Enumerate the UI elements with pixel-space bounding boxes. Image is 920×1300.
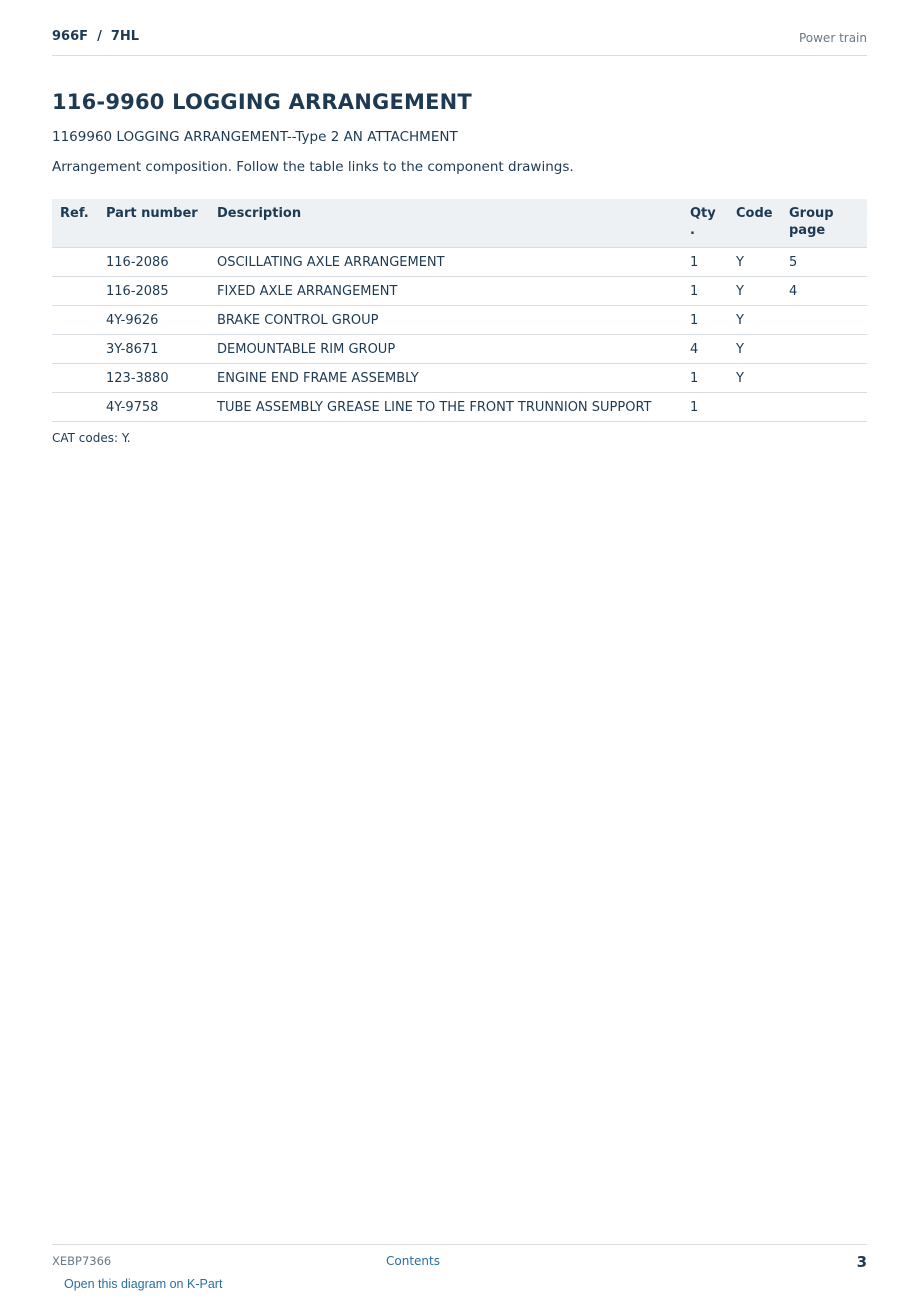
parts-table [52, 199, 867, 422]
qty-header-line1: Qty [690, 206, 716, 221]
description-cell: OSCILLATING AXLE ARRANGEMENT [209, 248, 682, 277]
section-name: Power train [798, 31, 867, 45]
table-row [52, 277, 867, 306]
column-header-group-page [781, 199, 867, 248]
qty-cell: 1 [682, 306, 728, 335]
page-number: 3 [856, 1253, 867, 1271]
qty-cell: 1 [682, 277, 728, 306]
table-row [52, 364, 867, 393]
qty-header-line2: . [690, 223, 695, 238]
code-cell [728, 393, 781, 422]
part-number-link[interactable]: 116-2085 [98, 277, 209, 306]
qty-cell: 1 [682, 364, 728, 393]
column-header-ref: Ref. [52, 199, 98, 248]
description-cell: FIXED AXLE ARRANGEMENT [209, 277, 682, 306]
code-cell: Y [728, 364, 781, 393]
group-page-cell [781, 335, 867, 364]
table-row [52, 306, 867, 335]
open-kpart-link[interactable]: Open this diagram on K-Part [64, 1277, 223, 1291]
table-row [52, 393, 867, 422]
document-id: XEBP7366 [52, 1254, 112, 1268]
table-row [52, 335, 867, 364]
intro-text: Arrangement composition. Follow the table links to the component drawings. [52, 159, 574, 175]
description-cell: DEMOUNTABLE RIM GROUP [209, 335, 682, 364]
column-header-part-number: Part number [98, 199, 209, 248]
group-page-cell [781, 306, 867, 335]
ref-cell [52, 248, 98, 277]
group-page-link[interactable]: 4 [781, 277, 867, 306]
group-header-line1: Group [789, 206, 834, 221]
ref-cell [52, 306, 98, 335]
ref-cell [52, 277, 98, 306]
part-number-cell: 3Y-8671 [98, 335, 209, 364]
table-row [52, 248, 867, 277]
description-cell: ENGINE END FRAME ASSEMBLY [209, 364, 682, 393]
ref-cell [52, 364, 98, 393]
document-page [52, 0, 867, 1300]
contents-link[interactable]: Contents [386, 1254, 440, 1268]
qty-cell: 4 [682, 335, 728, 364]
code-cell: Y [728, 248, 781, 277]
group-header-line2: page [789, 223, 826, 238]
group-page-cell [781, 393, 867, 422]
code-cell: Y [728, 306, 781, 335]
code-cell: Y [728, 277, 781, 306]
machine-model: 966F / 7HL [52, 29, 140, 44]
description-cell: TUBE ASSEMBLY GREASE LINE TO THE FRONT TRUNNION SUPPORT [209, 393, 682, 422]
qty-cell: 1 [682, 393, 728, 422]
page-header [52, 28, 867, 56]
description-cell: BRAKE CONTROL GROUP [209, 306, 682, 335]
group-page-cell [781, 364, 867, 393]
page-title: 116-9960 LOGGING ARRANGEMENT [52, 90, 472, 114]
cat-codes-note: CAT codes: Y. [52, 431, 131, 445]
part-number-link[interactable]: 116-2086 [98, 248, 209, 277]
table-header-row [52, 199, 867, 248]
column-header-code: Code [728, 199, 781, 248]
column-header-description: Description [209, 199, 682, 248]
ref-cell [52, 393, 98, 422]
arrangement-subtitle: 1169960 LOGGING ARRANGEMENT--Type 2 AN ATTACHMENT [52, 129, 458, 145]
ref-cell [52, 335, 98, 364]
part-number-cell: 4Y-9758 [98, 393, 209, 422]
qty-cell: 1 [682, 248, 728, 277]
group-page-link[interactable]: 5 [781, 248, 867, 277]
column-header-qty [682, 199, 728, 248]
page-footer [52, 1244, 867, 1291]
part-number-cell: 4Y-9626 [98, 306, 209, 335]
code-cell: Y [728, 335, 781, 364]
part-number-cell: 123-3880 [98, 364, 209, 393]
